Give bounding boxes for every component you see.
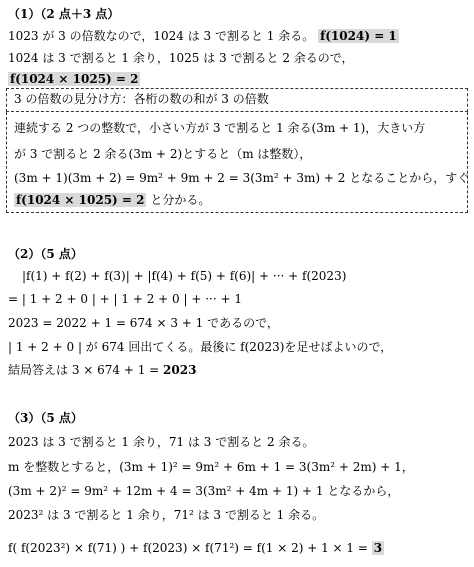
part2-line4: | 1 + 2 + 0 | が 674 回出てくる。最後に f(2023)を足せばよいので， bbox=[8, 340, 393, 354]
tip-box-line4-text: と分かる。 bbox=[150, 193, 211, 207]
part2-answer: 2023 bbox=[163, 363, 197, 377]
tip-box-answer: f(1024 × 1025) = 2 bbox=[16, 193, 145, 207]
part2-line2: = | 1 + 2 + 0 | + | 1 + 2 + 0 | + ··· + 1 bbox=[8, 292, 242, 306]
tip-box-line2: が 3 で割ると 2 余る(3m + 2)とすると（m は整数）， bbox=[14, 147, 312, 161]
tip-box-line3: (3m + 1)(3m + 2) = 9m² + 9m + 2 = 3(3m² + 3m) + 2 となることから，すぐ bbox=[14, 171, 470, 185]
tip-box-line4 bbox=[14, 192, 210, 208]
part3-heading: （3）（5 点） bbox=[8, 411, 83, 425]
part1-line2: 1024 は 3 で割ると 1 余り，1025 は 3 で割ると 2 余るので， bbox=[8, 51, 354, 65]
part2-line1: |f(1) + f(2) + f(3)| + |f(4) + f(5) + f(6)| + ··· + f(2023) bbox=[22, 269, 347, 283]
part3-line1: 2023 は 3 で割ると 1 余り，71 は 3 で割ると 2 余る。 bbox=[8, 435, 315, 449]
part3-line2: m を整数とすると，(3m + 1)² = 9m² + 6m + 1 = 3(3m² + 2m) + 1， bbox=[8, 460, 414, 474]
part3-line5-text: f( f(2023²) × f(71) ) + f(2023) × f(71²) = f(1 × 2) + 1 × 1 = bbox=[8, 541, 372, 555]
part2-heading: （2）（5 点） bbox=[8, 247, 83, 261]
part1-answer-product: f(1024 × 1025) = 2 bbox=[10, 72, 139, 86]
tip-box-title: 3 の倍数の見分け方：各桁の数の和が 3 の倍数 bbox=[14, 92, 269, 106]
part3-line5 bbox=[8, 540, 384, 556]
part3-line3: (3m + 2)² = 9m² + 12m + 4 = 3(3m² + 4m + 1) + 1 となるから， bbox=[8, 484, 400, 498]
part3-line4: 2023² は 3 で割ると 1 余り，71² は 3 で割ると 1 余る。 bbox=[8, 508, 325, 522]
part2-line5 bbox=[8, 362, 196, 378]
part1-line3 bbox=[8, 71, 140, 87]
part1-heading: （1）（2 点＋3 点） bbox=[8, 7, 120, 21]
part1-line1 bbox=[8, 28, 399, 44]
tip-box-line1: 連続する 2 つの整数で，小さい方が 3 で割ると 1 余る(3m + 1)，大きい方 bbox=[14, 121, 426, 135]
part2-line5-text: 結局答えは 3 × 674 + 1 = bbox=[8, 363, 164, 377]
part3-answer: 3 bbox=[373, 541, 383, 555]
part2-line3: 2023 = 2022 + 1 = 674 × 3 + 1 であるので， bbox=[8, 316, 279, 330]
part1-line1-text: 1023 が 3 の倍数なので，1024 は 3 で割ると 1 余る。 bbox=[8, 29, 315, 43]
part1-answer-f1024: f(1024) = 1 bbox=[320, 29, 397, 43]
